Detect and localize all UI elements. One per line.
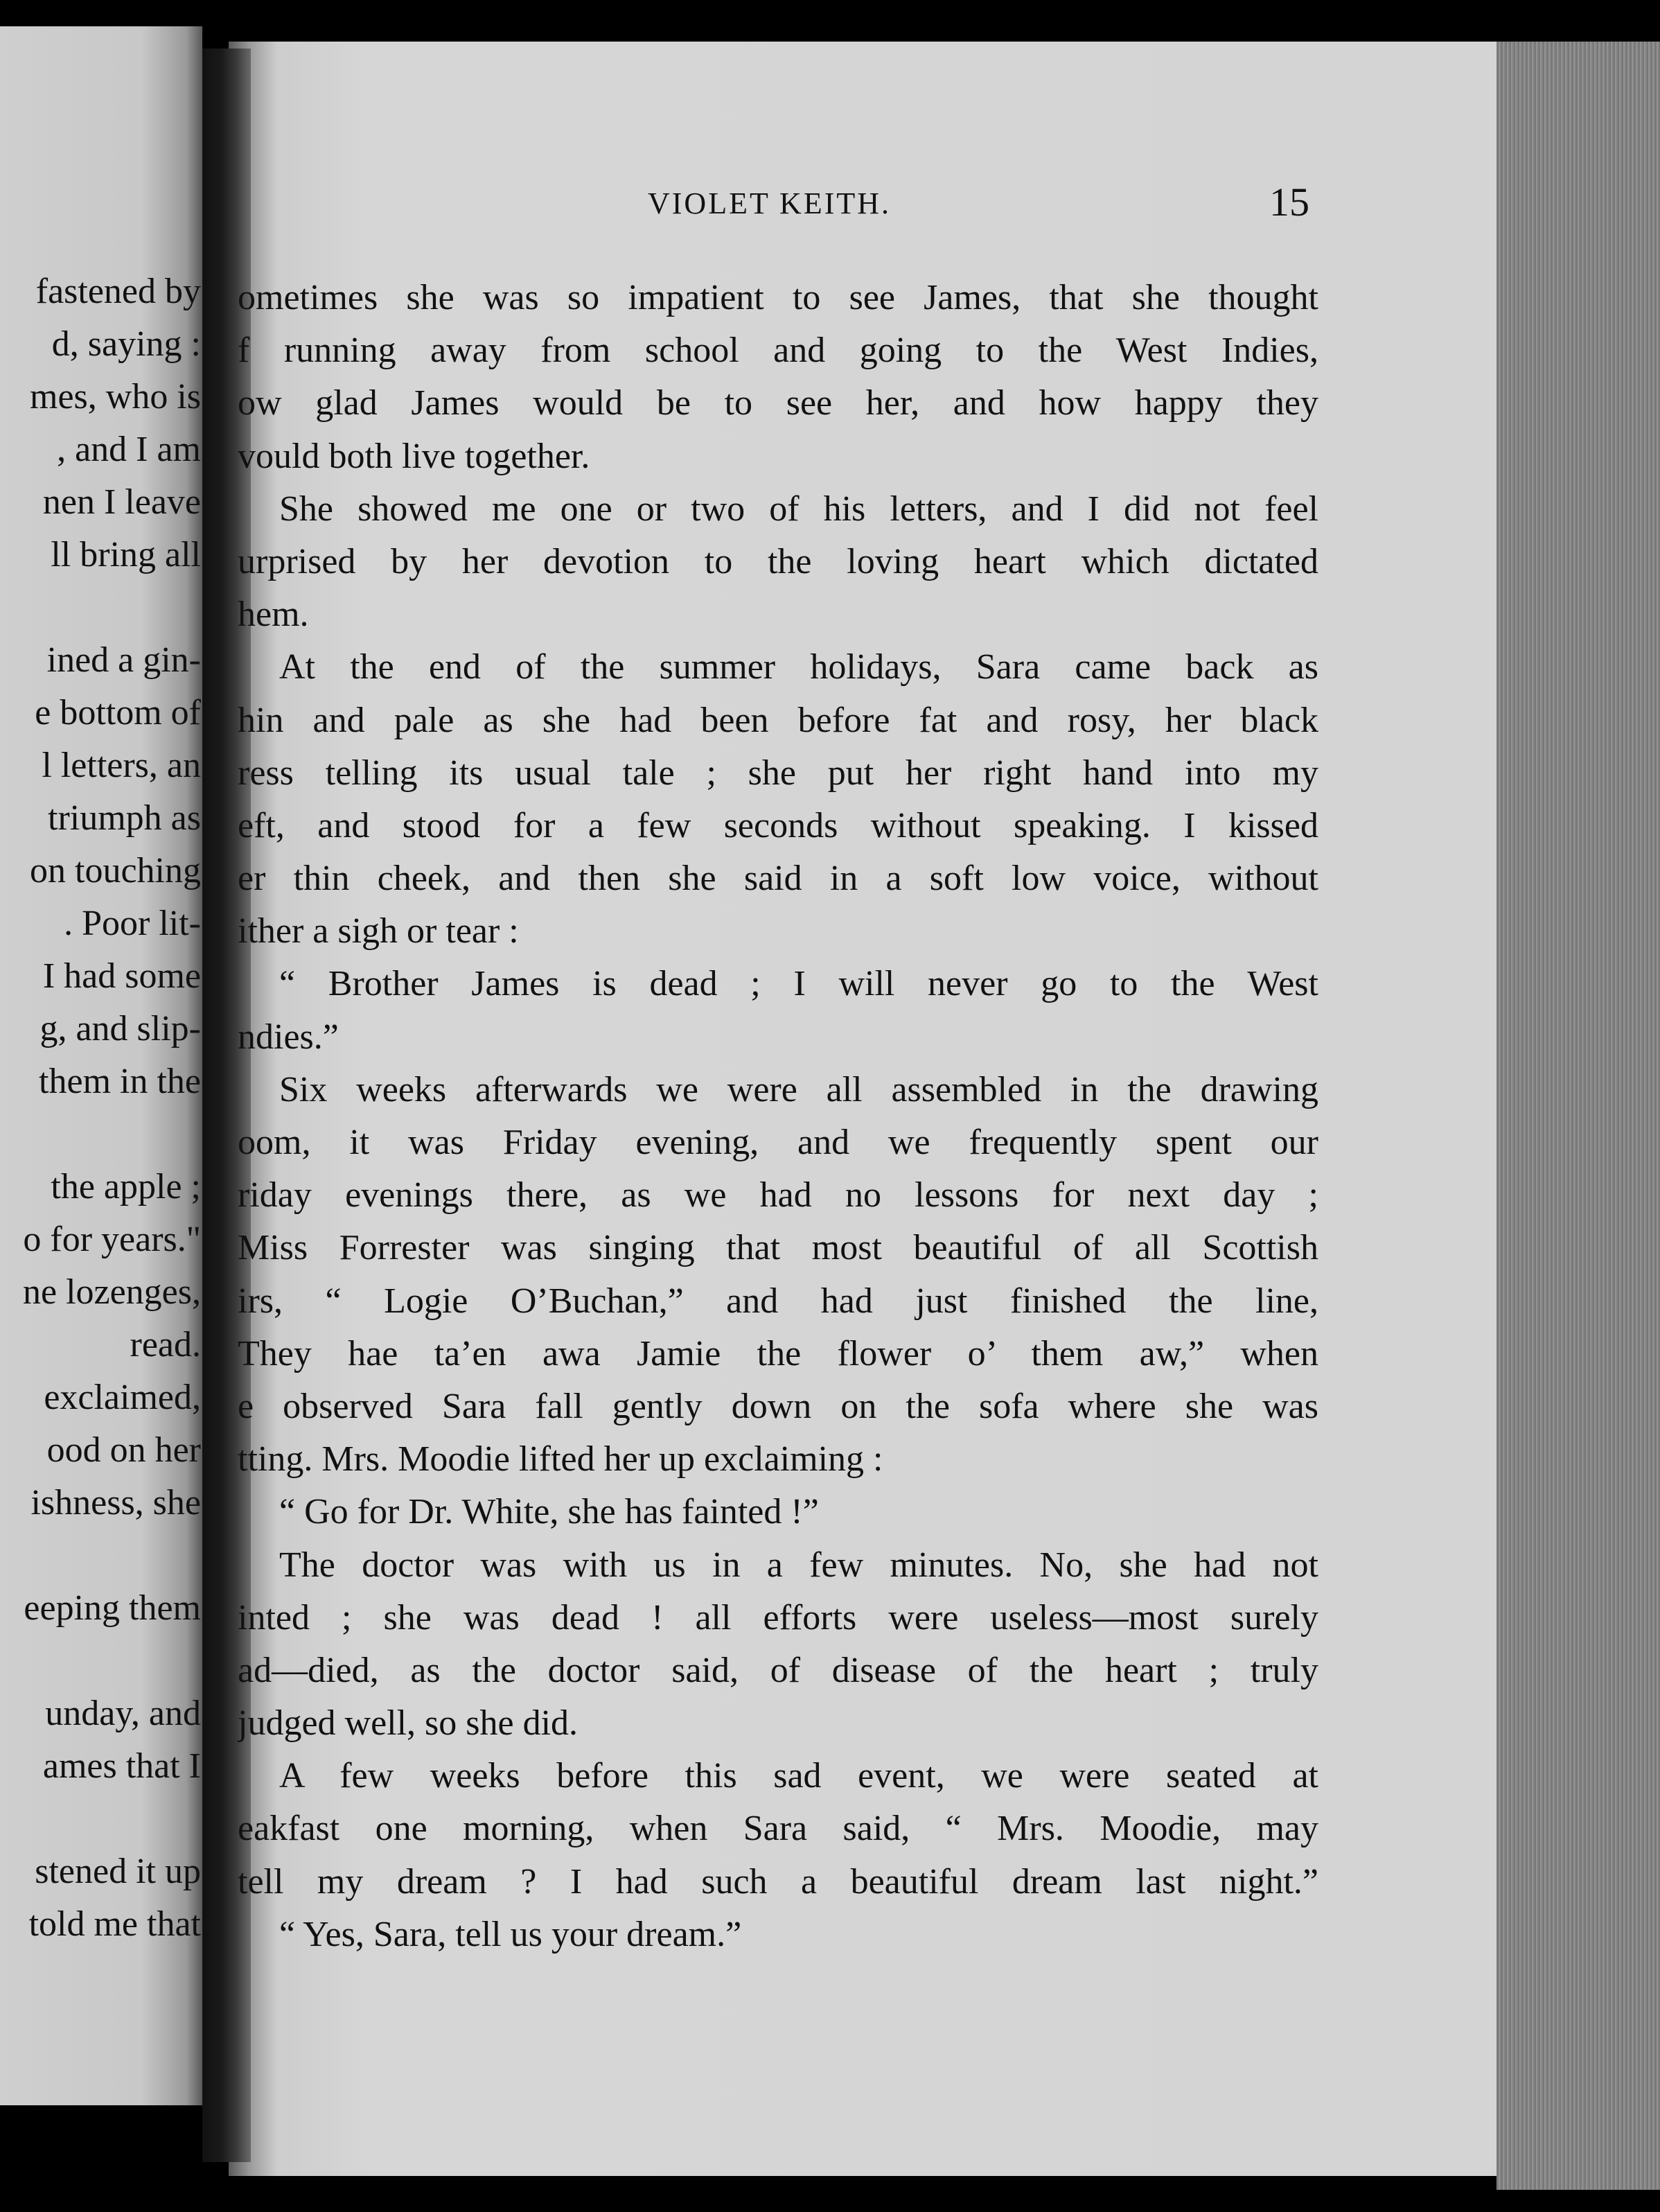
left-fragment: I had some xyxy=(42,956,201,996)
text-line: “ Yes, Sara, tell us your dream.” xyxy=(279,1914,742,1954)
left-fragment: , and I am xyxy=(57,430,201,469)
left-fragment: nen I leave xyxy=(42,482,201,522)
left-fragment: d, saying : xyxy=(51,324,201,364)
page-edges xyxy=(1496,42,1660,2190)
text-line: urprised by her devotion to the loving heart which dictated xyxy=(238,541,1318,581)
text-line: hem. xyxy=(238,595,309,635)
text-line: Six weeks afterwards we were all assembled in the drawing xyxy=(279,1069,1318,1109)
left-fragment: mes, who is xyxy=(30,377,201,416)
left-fragment xyxy=(23,1635,201,1687)
text-line: “ Brother James is dead ; I will never go to the West xyxy=(279,964,1318,1004)
text-line: Miss Forrester was singing that most beautiful of all Scottish xyxy=(238,1228,1318,1268)
text-line: irs, “ Logie O’Buchan,” and had just finished the line, xyxy=(238,1281,1318,1321)
left-fragment: o for years." xyxy=(23,1220,201,1259)
text-line: oom, it was Friday evening, and we frequently spent our xyxy=(238,1123,1318,1162)
text-line: She showed me one or two of his letters, and I did not feel xyxy=(279,489,1318,529)
text-line: At the end of the summer holidays, Sara came back as xyxy=(279,647,1318,687)
left-fragment: told me that xyxy=(28,1904,201,1944)
text-line: vould both live together. xyxy=(238,436,590,476)
left-page-text-fragments xyxy=(23,265,201,1951)
text-line: tting. Mrs. Moodie lifted her up exclaiming : xyxy=(238,1439,883,1480)
left-fragment: g, and slip- xyxy=(39,1009,201,1048)
left-fragment: stened it up xyxy=(35,1852,201,1891)
text-line: f running away from school and going to the West Indies, xyxy=(238,331,1318,371)
left-fragment: on touching xyxy=(30,851,201,890)
text-line: ndies.” xyxy=(238,1017,339,1057)
running-head-title: VIOLET KEITH. xyxy=(648,186,891,220)
left-fragment: them in the xyxy=(39,1062,201,1101)
left-fragment: the apple ; xyxy=(51,1167,201,1206)
left-fragment: triumph as xyxy=(48,798,201,838)
left-fragment xyxy=(23,1108,201,1161)
left-fragment: . Poor lit- xyxy=(64,904,201,943)
text-line: eft, and stood for a few seconds without speaking. I kissed xyxy=(238,805,1318,845)
text-line: “ Go for Dr. White, she has fainted !” xyxy=(279,1492,819,1532)
text-line: judged well, so she did. xyxy=(238,1703,579,1744)
text-line: tell my dream ? I had such a beautiful dream last night.” xyxy=(238,1861,1318,1902)
left-fragment: exclaimed, xyxy=(44,1378,201,1417)
left-fragment xyxy=(23,1529,201,1582)
text-line: ometimes she was so impatient to see James, that she thought xyxy=(238,278,1318,317)
left-fragment: ishness, she xyxy=(30,1483,201,1522)
text-line: hin and pale as she had been before fat and rosy, her black xyxy=(238,700,1318,740)
text-line: ow glad James would be to see her, and how happy they xyxy=(238,383,1318,423)
page-body-text xyxy=(238,272,1318,1961)
left-fragment: unday, and xyxy=(45,1694,201,1733)
left-fragment: ood on her xyxy=(46,1430,201,1470)
left-fragment: ll bring all xyxy=(51,535,201,574)
text-line: The doctor was with us in a few minutes. No, she had not xyxy=(279,1545,1318,1585)
left-fragment: ined a gin- xyxy=(46,640,201,680)
text-line: ress telling its usual tale ; she put her right hand into my xyxy=(238,753,1318,793)
left-fragment: ne lozenges, xyxy=(22,1272,201,1312)
left-fragment: l letters, an xyxy=(42,746,201,785)
text-line: e observed Sara fall gently down on the sofa where she was xyxy=(238,1386,1318,1426)
left-fragment: read. xyxy=(130,1325,201,1364)
page-number: 15 xyxy=(1269,179,1309,225)
left-fragment: fastened by xyxy=(35,272,201,311)
text-line: They hae ta’en awa Jamie the flower o’ them aw,” when xyxy=(238,1333,1318,1373)
left-fragment: e bottom of xyxy=(35,693,201,732)
text-line: riday evenings there, as we had no lessons for next day ; xyxy=(238,1175,1318,1215)
left-fragment: eeping them xyxy=(24,1588,201,1628)
left-fragment xyxy=(23,581,201,634)
left-fragment xyxy=(23,1793,201,1845)
text-line: inted ; she was dead ! all efforts were useless—most surely xyxy=(238,1597,1318,1638)
text-line: eakfast one morning, when Sara said, “ Mrs. Moodie, may xyxy=(238,1809,1318,1849)
text-line: ither a sigh or tear : xyxy=(238,911,519,951)
left-fragment: ames that I xyxy=(42,1746,201,1786)
text-line: A few weeks before this sad event, we were seated at xyxy=(279,1756,1318,1796)
text-line: ad—died, as the doctor said, of disease of the heart ; truly xyxy=(238,1650,1318,1690)
text-line: er thin cheek, and then she said in a soft low voice, without xyxy=(238,859,1318,899)
left-facing-page xyxy=(0,26,202,2105)
